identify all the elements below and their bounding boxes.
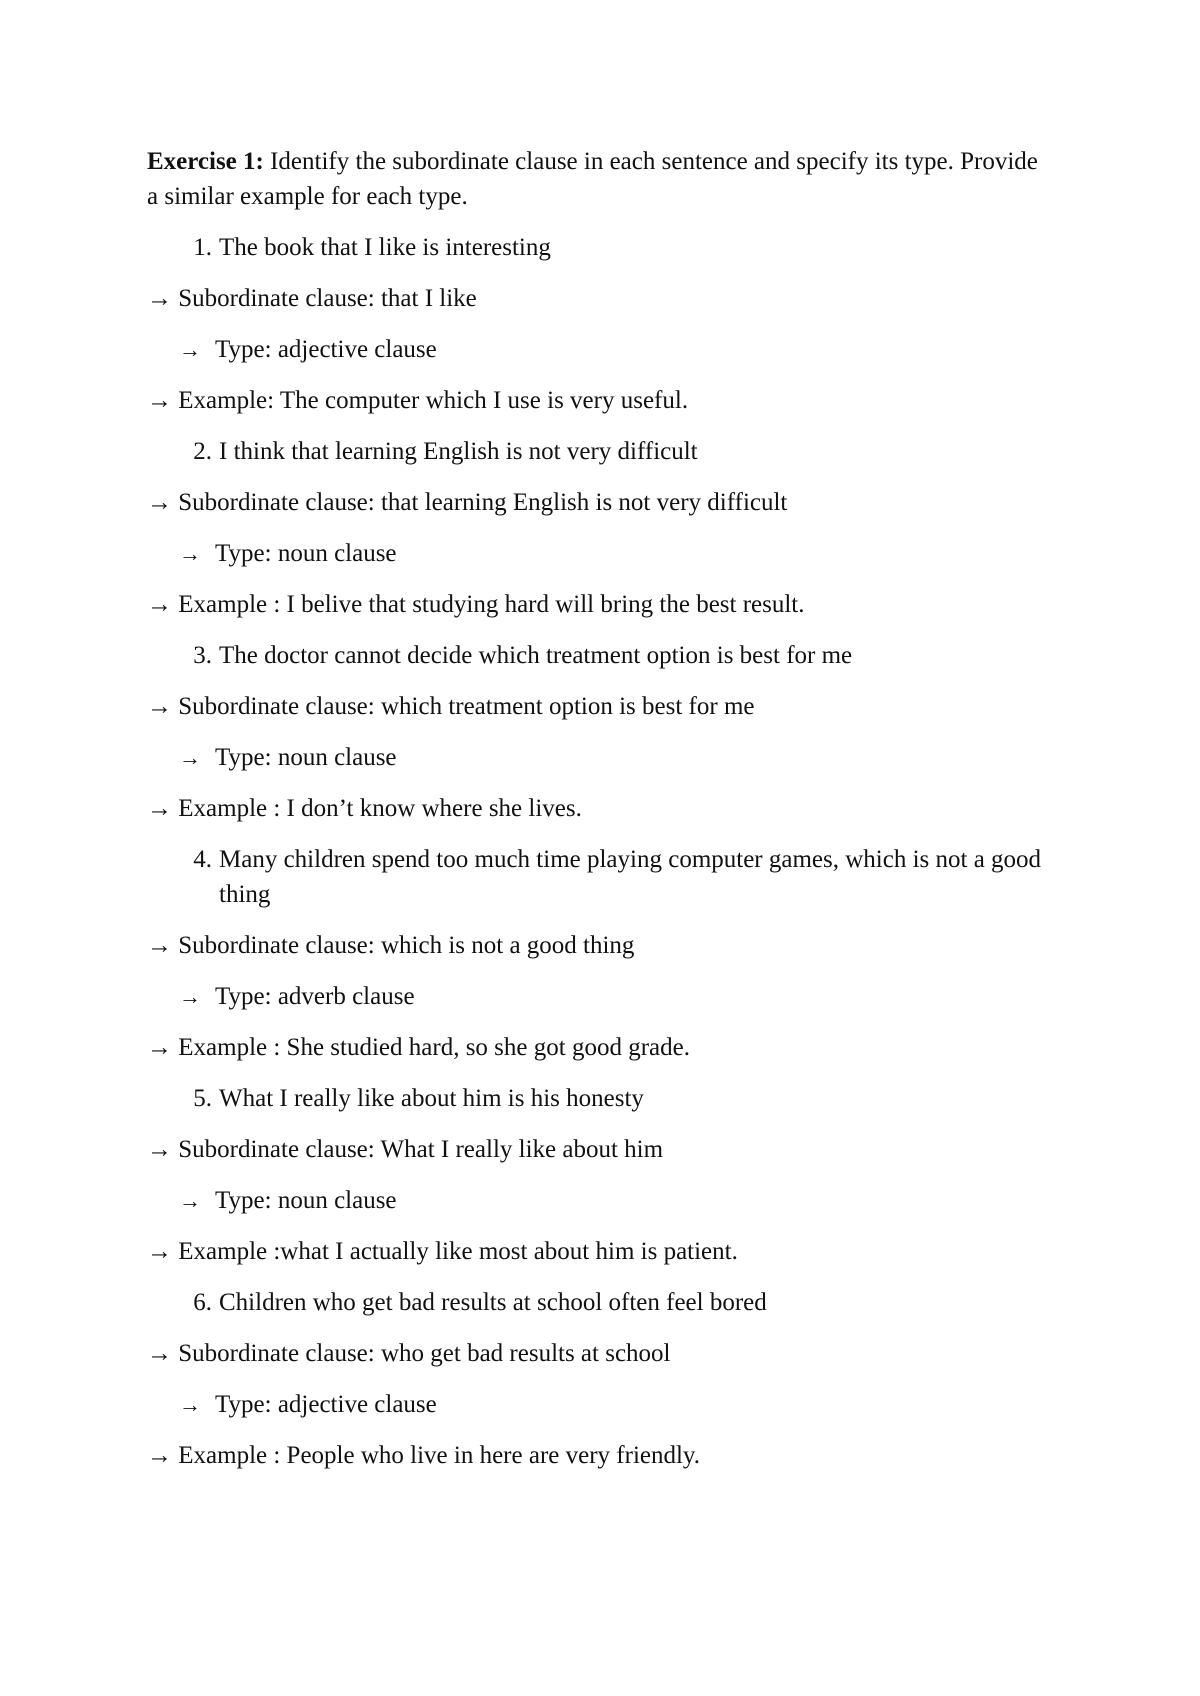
sentence-number: 5. (193, 1085, 212, 1112)
sentence-row (147, 1081, 1047, 1116)
arrow-icon: → (179, 541, 201, 566)
type-text: Type: noun clause (215, 540, 397, 567)
arrow-icon: → (147, 285, 172, 312)
clause-line (147, 485, 1047, 520)
arrow-icon: → (147, 387, 172, 414)
arrow-icon: → (147, 1442, 172, 1469)
type-line (147, 1183, 1047, 1218)
example-line (147, 383, 1047, 418)
exercise-item (147, 1285, 1047, 1473)
sentence-row (147, 1285, 1047, 1320)
exercise-item (147, 638, 1047, 826)
example-text: Example : I don’t know where she lives. (178, 795, 582, 822)
type-text: Type: adjective clause (215, 336, 437, 363)
arrow-icon: → (147, 1136, 172, 1163)
type-text: Type: noun clause (215, 1187, 397, 1214)
arrow-icon: → (179, 984, 201, 1009)
exercise-intro (147, 144, 1047, 214)
arrow-icon: → (147, 693, 172, 720)
clause-text: Subordinate clause: What I really like about him (178, 1136, 664, 1163)
type-text: Type: adverb clause (215, 983, 415, 1010)
type-line (147, 536, 1047, 571)
example-text: Example : She studied hard, so she got good grade. (178, 1034, 690, 1061)
example-line (147, 587, 1047, 622)
example-text: Example: The computer which I use is very useful. (178, 387, 689, 414)
type-line (147, 332, 1047, 367)
type-text: Type: noun clause (215, 744, 397, 771)
example-text: Example : I belive that studying hard will bring the best result. (178, 591, 805, 618)
sentence-row (147, 230, 1047, 265)
exercise-item (147, 434, 1047, 622)
sentence-text: The book that I like is interesting (219, 234, 551, 261)
type-line (147, 979, 1047, 1014)
arrow-icon: → (179, 745, 201, 770)
sentence-row (147, 434, 1047, 469)
example-text: Example :what I actually like most about him is patient. (178, 1238, 738, 1265)
arrow-icon: → (147, 932, 172, 959)
document-content (147, 144, 1047, 1489)
type-text: Type: adjective clause (215, 1391, 437, 1418)
clause-text: Subordinate clause: that I like (178, 285, 477, 312)
sentence-row (147, 842, 1047, 912)
sentence-text: Many children spend too much time playing computer games, which is not a good thing (219, 846, 1042, 908)
sentence-number: 4. (193, 846, 212, 873)
sentence-text: I think that learning English is not very difficult (219, 438, 698, 465)
clause-line (147, 689, 1047, 724)
clause-line (147, 928, 1047, 963)
arrow-icon: → (147, 795, 172, 822)
exercise-item (147, 1081, 1047, 1269)
arrow-icon: → (147, 591, 172, 618)
example-line (147, 1030, 1047, 1065)
clause-text: Subordinate clause: that learning English is not very difficult (178, 489, 788, 516)
sentence-text: The doctor cannot decide which treatment option is best for me (219, 642, 853, 669)
clause-text: Subordinate clause: which is not a good thing (178, 932, 635, 959)
arrow-icon: → (147, 1238, 172, 1265)
arrow-icon: → (147, 1340, 172, 1367)
sentence-number: 1. (193, 234, 212, 261)
type-line (147, 740, 1047, 775)
clause-line (147, 281, 1047, 316)
arrow-icon: → (179, 1392, 201, 1417)
arrow-icon: → (147, 489, 172, 516)
clause-line (147, 1336, 1047, 1371)
sentence-text: What I really like about him is his honesty (219, 1085, 644, 1112)
sentence-number: 3. (193, 642, 212, 669)
example-line (147, 1234, 1047, 1269)
example-text: Example : People who live in here are very friendly. (178, 1442, 701, 1469)
arrow-icon: → (179, 1188, 201, 1213)
clause-text: Subordinate clause: who get bad results at school (178, 1340, 671, 1367)
type-line (147, 1387, 1047, 1422)
sentence-number: 6. (193, 1289, 212, 1316)
sentence-text: Children who get bad results at school often feel bored (219, 1289, 767, 1316)
exercise-instructions: Identify the subordinate clause in each sentence and specify its type. Provide a similar example for each type. (147, 148, 1038, 210)
sentence-number: 2. (193, 438, 212, 465)
example-line (147, 1438, 1047, 1473)
arrow-icon: → (179, 337, 201, 362)
exercise-item (147, 230, 1047, 418)
exercise-item (147, 842, 1047, 1065)
example-line (147, 791, 1047, 826)
arrow-icon: → (147, 1034, 172, 1061)
clause-line (147, 1132, 1047, 1167)
clause-text: Subordinate clause: which treatment option is best for me (178, 693, 755, 720)
exercise-label: Exercise 1: (147, 148, 264, 175)
exercise-list (147, 230, 1047, 1473)
sentence-row (147, 638, 1047, 673)
